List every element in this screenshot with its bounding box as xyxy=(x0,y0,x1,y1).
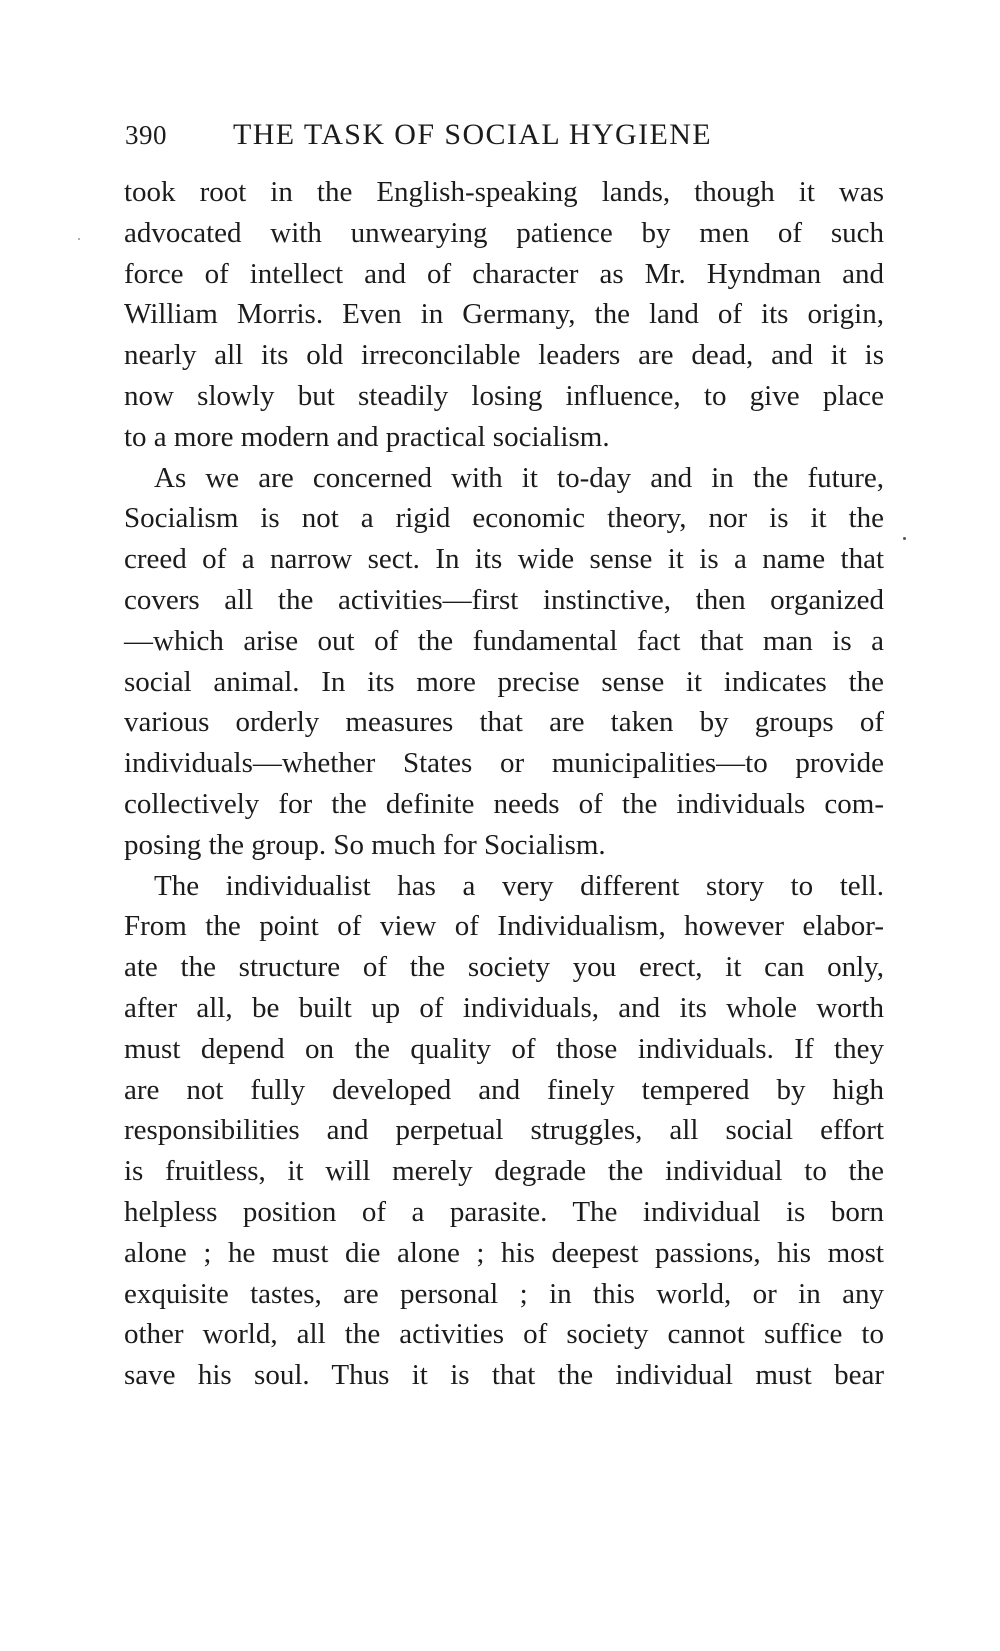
text-line: ate the structure of the society you erect, it can only, xyxy=(124,951,884,984)
text-line: other world, all the activities of society cannot suffice to xyxy=(124,1318,884,1351)
running-title: THE TASK OF SOCIAL HYGIENE xyxy=(233,118,712,151)
text-line: —which arise out of the fundamental fact that man is a xyxy=(124,624,884,657)
text-line: are not fully developed and finely tempered by high xyxy=(124,1073,884,1106)
text-line: individuals—whether States or municipalities—to provide xyxy=(124,747,884,780)
text-line: William Morris. Even in Germany, the land of its origin, xyxy=(124,298,884,331)
text-line: social animal. In its more precise sense it indicates the xyxy=(124,665,884,698)
text-line: force of intellect and of character as Mr. Hyndman and xyxy=(124,257,884,290)
text-line: creed of a narrow sect. In its wide sense it is a name that xyxy=(124,543,884,576)
text-line: exquisite tastes, are personal ; in this world, or in any xyxy=(124,1277,884,1310)
page-number: 390 xyxy=(125,120,167,150)
text-line: responsibilities and perpetual struggles, all social effort xyxy=(124,1114,884,1147)
text-line: nearly all its old irreconcilable leaders are dead, and it is xyxy=(124,339,884,372)
text-line: advocated with unwearying patience by men of such xyxy=(124,216,884,249)
running-head xyxy=(125,118,885,162)
stray-ink-mark xyxy=(903,537,906,540)
paragraph-first-line: The individualist has a very different story to tell. xyxy=(154,869,884,902)
text-line: posing the group. So much for Socialism. xyxy=(124,828,606,861)
stray-ink-mark xyxy=(78,238,80,240)
text-line: covers all the activities—first instinctive, then organized xyxy=(124,583,884,616)
text-line: must depend on the quality of those individuals. If they xyxy=(124,1032,884,1065)
text-line: now slowly but steadily losing influence, to give place xyxy=(124,379,884,412)
text-line: collectively for the definite needs of the individuals com- xyxy=(124,787,884,820)
paragraph-first-line: As we are concerned with it to-day and in the future, xyxy=(154,461,884,494)
text-line: alone ; he must die alone ; his deepest passions, his most xyxy=(124,1236,884,1269)
text-line: to a more modern and practical socialism. xyxy=(124,420,610,453)
text-line: Socialism is not a rigid economic theory, nor is it the xyxy=(124,502,884,535)
text-line: took root in the English-speaking lands, though it was xyxy=(124,176,884,208)
text-line: after all, be built up of individuals, and its whole worth xyxy=(124,991,884,1024)
text-line: various orderly measures that are taken by groups of xyxy=(124,706,884,739)
text-line: is fruitless, it will merely degrade the individual to the xyxy=(124,1155,884,1188)
text-line: helpless position of a parasite. The individual is born xyxy=(124,1195,884,1228)
body-text xyxy=(124,172,884,1396)
text-line: From the point of view of Individualism, however elabor- xyxy=(124,910,884,943)
text-line: save his soul. Thus it is that the individual must bear xyxy=(124,1359,884,1392)
